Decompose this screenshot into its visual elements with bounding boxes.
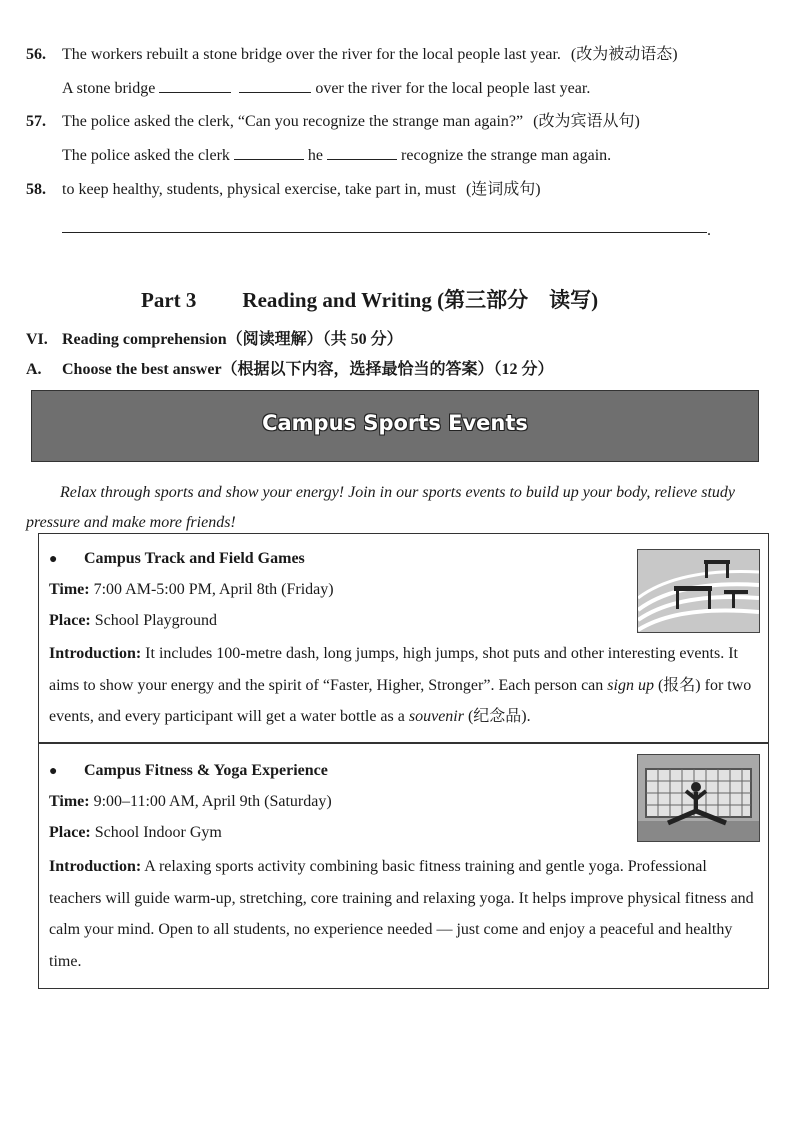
rewrite-suffix: recognize the strange man again. xyxy=(401,147,612,164)
answer-blank[interactable] xyxy=(159,78,231,93)
subsection-heading xyxy=(26,356,554,379)
part-name: Reading and Writing (第三部分 读写) xyxy=(242,288,599,312)
rewrite-middle: he xyxy=(307,147,324,164)
answer-blank[interactable] xyxy=(234,145,304,160)
question-instruction: (改为被动语态) xyxy=(570,46,678,63)
intro-text: Relax through sports and show your energy! Join in our sports events to build up your body, relieve study pressure and make more friends! xyxy=(26,484,736,531)
section-heading xyxy=(26,326,403,349)
answer-line[interactable] xyxy=(62,232,707,233)
question-instruction: (连词成句) xyxy=(465,181,541,198)
rewrite-prefix: The police asked the clerk xyxy=(62,147,230,164)
track-hurdles-image xyxy=(637,549,760,633)
question-text: The workers rebuilt a stone bridge over the river for the local people last year. xyxy=(62,46,561,63)
question-number: 57. xyxy=(26,113,46,130)
rewrite-prefix: A stone bridge xyxy=(62,80,156,97)
answer-blank[interactable] xyxy=(239,78,311,93)
event-time: Time: 9:00–11:00 AM, April 9th (Saturday) xyxy=(49,793,332,810)
rewrite-56 xyxy=(62,78,590,99)
question-text: to keep healthy, students, physical exercise, take part in, must xyxy=(62,181,456,198)
section-title: Reading comprehension（阅读理解）（共 50 分） xyxy=(62,331,403,348)
rewrite-suffix: over the river for the local people last year. xyxy=(315,80,591,97)
question-number: 56. xyxy=(26,46,46,63)
event-place: Place: School Indoor Gym xyxy=(49,824,222,841)
question-58 xyxy=(26,180,541,200)
event-title: ● Campus Track and Field Games xyxy=(49,550,305,567)
question-number: 58. xyxy=(26,181,46,198)
part-title xyxy=(141,284,598,314)
event-card-track xyxy=(38,533,769,743)
question-text: The police asked the clerk, “Can you recognize the strange man again?” xyxy=(62,113,524,130)
part-label: Part 3 xyxy=(141,288,197,312)
section-label: VI. xyxy=(26,331,48,348)
event-time: Time: 7:00 AM-5:00 PM, April 8th (Friday) xyxy=(49,581,334,598)
rewrite-57 xyxy=(62,145,611,166)
banner-title: Campus Sports Events xyxy=(262,411,528,435)
event-card-yoga xyxy=(38,743,769,989)
subsection-title: Choose the best answer（根据以下内容，选择最恰当的答案）（12 分） xyxy=(62,361,554,378)
event-title: ● Campus Fitness & Yoga Experience xyxy=(49,762,328,779)
subsection-label: A. xyxy=(26,361,42,378)
answer-blank[interactable] xyxy=(327,145,397,160)
end-mark: . xyxy=(707,222,711,239)
question-57 xyxy=(26,112,640,132)
question-instruction: (改为宾语从句) xyxy=(533,113,640,130)
event-introduction: Introduction: A relaxing sports activity combining basic fitness training and gentle yoga. Professional teachers will guide warm-up, stretching, core training and relaxing yoga. It helps improve physical fitness and calm your mind. Open to all students, no experience needed — just come and enjoy a peaceful and healthy time. xyxy=(49,858,754,970)
title-banner xyxy=(31,390,759,462)
event-place: Place: School Playground xyxy=(49,612,217,629)
yoga-gym-image xyxy=(637,754,760,842)
event-introduction: Introduction: It includes 100-metre dash, long jumps, high jumps, shot puts and other interesting events. It aims to show your energy and the spirit of “Faster, Higher, Stronger”. Each person can sign up (报名) for two events, and every participant will get a water bottle as a souvenir (纪念品). xyxy=(49,645,752,725)
question-56 xyxy=(26,45,678,65)
